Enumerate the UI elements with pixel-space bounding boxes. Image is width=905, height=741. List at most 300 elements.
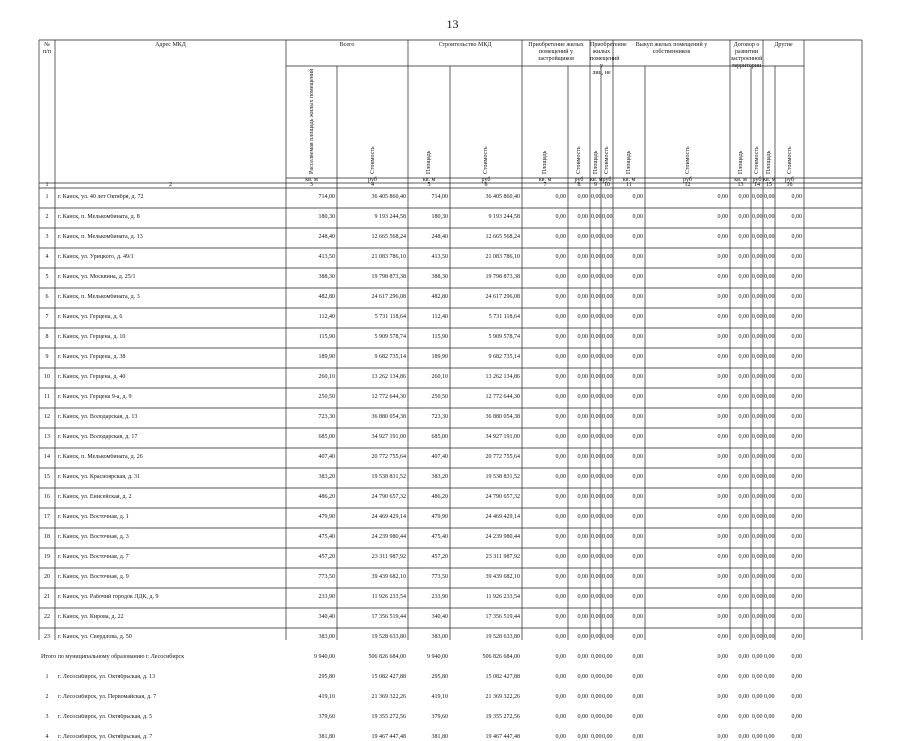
row-constr-cost: 36 880 054,38: [485, 414, 520, 420]
row-zero-value: 0,00: [738, 574, 749, 580]
column-number: 12: [684, 182, 691, 188]
row-zero-value: 0,00: [738, 294, 749, 300]
row-zero-value: 0,00: [577, 474, 588, 480]
row-cost: 21 083 786,10: [371, 254, 406, 260]
row-constr-cost: 19 528 633,80: [485, 634, 520, 640]
row-zero-value: 0,00: [791, 314, 802, 320]
row-zero-value: 0,00: [764, 374, 775, 380]
row-zero-value: 0,00: [738, 694, 749, 700]
row-zero-value: 0,00: [577, 334, 588, 340]
row-zero-value: 0,00: [752, 274, 763, 280]
row-constr-cost: 13 262 134,86: [485, 374, 520, 380]
row-cost: 24 469 429,14: [371, 514, 406, 520]
row-zero-value: 0,00: [577, 434, 588, 440]
row-zero-value: 0,00: [577, 694, 588, 700]
row-zero-value: 0,00: [632, 494, 643, 500]
column-number: 7: [543, 182, 547, 188]
row-zero-value: 0,00: [791, 534, 802, 540]
row-address: г. Канск, ул. Герцена 9-а, д. 9: [58, 394, 132, 400]
row-zero-value: 0,00: [791, 594, 802, 600]
row-address: г. Канск, п. Мелькомбината, д. 8: [58, 214, 140, 220]
row-address: г. Канск, ул. Володарская, д. 17: [58, 434, 138, 440]
row-address: г. Канск, ул. Кирова, д. 22: [58, 614, 124, 620]
row-zero-value: 0,00: [591, 414, 602, 420]
row-area: 407,40: [318, 454, 335, 460]
row-zero-value: 0,00: [632, 454, 643, 460]
row-number: 13: [44, 434, 50, 440]
row-zero-value: 0,00: [738, 214, 749, 220]
row-zero-value: 0,00: [602, 714, 613, 720]
row-zero-value: 0,00: [764, 234, 775, 240]
row-zero-value: 0,00: [764, 434, 775, 440]
row-number: 21: [44, 594, 50, 600]
row-zero-value: 0,00: [555, 594, 566, 600]
row-zero-value: 0,00: [591, 734, 602, 740]
row-zero-value: 0,00: [791, 234, 802, 240]
unit-label: руб: [752, 177, 762, 183]
row-cost: 24 790 657,32: [371, 494, 406, 500]
row-zero-value: 0,00: [752, 254, 763, 260]
row-cost: 36 405 860,40: [371, 194, 406, 200]
row-cost: 36 880 054,38: [371, 414, 406, 420]
row-zero-value: 0,00: [717, 374, 728, 380]
row-zero-value: 0,00: [632, 514, 643, 520]
row-zero-value: 0,00: [752, 714, 763, 720]
row-zero-value: 0,00: [791, 214, 802, 220]
total-label: Итого по муниципальному образованию г. Лесосибирск: [41, 654, 185, 660]
row-constr-area: 457,20: [431, 554, 448, 560]
row-zero-value: 0,00: [791, 634, 802, 640]
row-zero-value: 0,00: [602, 274, 613, 280]
row-zero-value: 0,00: [764, 454, 775, 460]
row-constr-cost: 19 467 447,48: [485, 734, 520, 740]
row-constr-cost: 11 926 233,54: [485, 594, 520, 600]
row-cost: 34 927 191,00: [371, 434, 406, 440]
row-area: 340,40: [318, 614, 335, 620]
row-zero-value: 0,00: [752, 594, 763, 600]
unit-label: руб: [481, 177, 491, 183]
row-zero-value: 0,00: [555, 214, 566, 220]
row-zero-value: 0,00: [555, 634, 566, 640]
row-zero-value: 0,00: [764, 254, 775, 260]
row-zero-value: 0,00: [632, 734, 643, 740]
row-zero-value: 0,00: [791, 614, 802, 620]
row-zero-value: 0,00: [717, 514, 728, 520]
row-zero-value: 0,00: [632, 674, 643, 680]
row-zero-value: 0,00: [591, 574, 602, 580]
row-zero-value: 0,00: [764, 654, 775, 660]
row-constr-area: 723,30: [431, 414, 448, 420]
column-number: 11: [626, 182, 632, 188]
row-cost: 15 082 427,88: [371, 674, 406, 680]
subheader-8: Стоимость: [604, 146, 610, 174]
row-constr-cost: 9 682 735,14: [488, 354, 520, 360]
row-zero-value: 0,00: [791, 514, 802, 520]
row-zero-value: 0,00: [632, 334, 643, 340]
row-address: г. Канск, п. Мелькомбината, д. 13: [58, 234, 143, 240]
row-zero-value: 0,00: [752, 374, 763, 380]
row-address: г. Канск, ул. Восточная, д. 1: [58, 514, 129, 520]
row-area: 482,80: [318, 294, 335, 300]
row-zero-value: 0,00: [764, 294, 775, 300]
row-zero-value: 0,00: [752, 534, 763, 540]
subheader-7: Площадь: [592, 150, 599, 174]
row-zero-value: 0,00: [555, 614, 566, 620]
row-number: 6: [45, 294, 49, 300]
unit-label: руб: [602, 177, 612, 183]
row-zero-value: 0,00: [602, 634, 613, 640]
subheader-13: Площадь: [766, 150, 772, 174]
row-zero-value: 0,00: [591, 474, 602, 480]
row-zero-value: 0,00: [791, 554, 802, 560]
row-area: 419,10: [318, 694, 335, 700]
row-address: г. Канск, ул. Герцена, д. 40: [58, 374, 126, 380]
row-zero-value: 0,00: [752, 354, 763, 360]
row-constr-area: 115,90: [431, 334, 448, 340]
row-zero-value: 0,00: [764, 674, 775, 680]
row-address: г. Лесосибирск, ул. Первомайская, д. 7: [58, 694, 157, 700]
row-zero-value: 0,00: [764, 514, 775, 520]
row-constr-area: 479,90: [431, 514, 448, 520]
row-zero-value: 0,00: [632, 474, 643, 480]
row-number: 23: [44, 634, 50, 640]
row-zero-value: 0,00: [717, 554, 728, 560]
row-zero-value: 0,00: [738, 534, 749, 540]
row-zero-value: 0,00: [791, 354, 802, 360]
row-zero-value: 0,00: [591, 374, 602, 380]
row-zero-value: 0,00: [555, 534, 566, 540]
row-number: 7: [45, 314, 49, 320]
row-zero-value: 0,00: [602, 594, 613, 600]
row-zero-value: 0,00: [602, 554, 613, 560]
row-zero-value: 0,00: [738, 594, 749, 600]
row-zero-value: 0,00: [577, 714, 588, 720]
row-zero-value: 0,00: [555, 274, 566, 280]
row-zero-value: 0,00: [764, 474, 775, 480]
row-zero-value: 0,00: [764, 414, 775, 420]
row-zero-value: 0,00: [591, 234, 602, 240]
row-zero-value: 0,00: [602, 454, 613, 460]
row-zero-value: 0,00: [602, 494, 613, 500]
row-number: 15: [44, 474, 50, 480]
row-zero-value: 0,00: [577, 654, 588, 660]
row-cost: 19 467 447,48: [371, 734, 406, 740]
row-area: 112,40: [318, 314, 335, 320]
column-number: 10: [604, 182, 610, 188]
row-zero-value: 0,00: [591, 334, 602, 340]
row-zero-value: 0,00: [791, 494, 802, 500]
subheader-14: Стоимость: [786, 146, 793, 174]
row-cost: 21 369 322,26: [371, 694, 406, 700]
row-area: 115,90: [318, 334, 335, 340]
row-zero-value: 0,00: [752, 454, 763, 460]
row-zero-value: 0,00: [555, 674, 566, 680]
row-address: г. Канск, ул. Москвина, д. 25/1: [58, 274, 136, 280]
row-zero-value: 0,00: [717, 254, 728, 260]
row-zero-value: 0,00: [738, 634, 749, 640]
row-zero-value: 0,00: [555, 514, 566, 520]
row-zero-value: 0,00: [632, 374, 643, 380]
row-number: 1: [45, 194, 49, 200]
row-number: 16: [44, 494, 50, 500]
row-zero-value: 0,00: [752, 494, 763, 500]
row-zero-value: 0,00: [717, 594, 728, 600]
row-cost: 19 355 272,56: [371, 714, 406, 720]
row-zero-value: 0,00: [738, 414, 749, 420]
row-cost: 23 311 987,92: [371, 554, 406, 560]
row-constr-cost: 12 665 568,24: [485, 234, 520, 240]
row-zero-value: 0,00: [717, 354, 728, 360]
row-number: 2: [45, 694, 49, 700]
row-constr-area: 407,40: [431, 454, 448, 460]
row-number: 2: [45, 214, 49, 220]
row-constr-area: 685,00: [431, 434, 448, 440]
row-zero-value: 0,00: [791, 414, 802, 420]
row-zero-value: 0,00: [738, 334, 749, 340]
row-zero-value: 0,00: [591, 294, 602, 300]
row-constr-area: 388,30: [431, 274, 448, 280]
row-cost: 11 926 233,54: [371, 594, 406, 600]
row-zero-value: 0,00: [555, 574, 566, 580]
row-zero-value: 0,00: [577, 414, 588, 420]
row-zero-value: 0,00: [577, 534, 588, 540]
row-zero-value: 0,00: [717, 734, 728, 740]
row-zero-value: 0,00: [632, 574, 643, 580]
row-zero-value: 0,00: [555, 354, 566, 360]
row-zero-value: 0,00: [752, 734, 763, 740]
row-zero-value: 0,00: [791, 574, 802, 580]
column-number: 15: [766, 182, 772, 188]
row-zero-value: 0,00: [752, 674, 763, 680]
total-area: 9 940,00: [314, 654, 335, 660]
row-number: 22: [44, 614, 50, 620]
row-cost: 5 909 578,74: [374, 334, 406, 340]
row-zero-value: 0,00: [717, 534, 728, 540]
row-zero-value: 0,00: [602, 314, 613, 320]
row-constr-area: 260,10: [431, 374, 448, 380]
row-address: г. Канск, ул. Рабочий городок ЛДК, д. 9: [58, 594, 159, 600]
row-number: 19: [44, 554, 50, 560]
row-number: 18: [44, 534, 50, 540]
row-zero-value: 0,00: [764, 394, 775, 400]
row-zero-value: 0,00: [632, 414, 643, 420]
row-zero-value: 0,00: [791, 294, 802, 300]
row-cost: 5 731 118,64: [374, 314, 406, 320]
col-header-acq-other: Приобретение жилых помещений у лиц, не: [590, 42, 627, 76]
row-zero-value: 0,00: [752, 434, 763, 440]
row-zero-value: 0,00: [764, 694, 775, 700]
row-address: г. Канск, ул. Герцена, д. 38: [58, 354, 126, 360]
row-zero-value: 0,00: [602, 194, 613, 200]
col-header-buyout: Выкуп жилых помещений у собственников: [635, 42, 708, 55]
row-zero-value: 0,00: [764, 494, 775, 500]
row-zero-value: 0,00: [738, 194, 749, 200]
row-zero-value: 0,00: [717, 194, 728, 200]
unit-label: кв. м: [763, 177, 776, 183]
row-address: г. Канск, ул. Красноярская, д. 31: [58, 474, 141, 480]
row-area: 475,40: [318, 534, 335, 540]
row-zero-value: 0,00: [764, 354, 775, 360]
row-number: 5: [45, 274, 49, 280]
row-zero-value: 0,00: [632, 314, 643, 320]
row-constr-area: 419,10: [431, 694, 448, 700]
row-zero-value: 0,00: [632, 294, 643, 300]
row-constr-cost: 19 538 831,52: [485, 474, 520, 480]
row-zero-value: 0,00: [632, 274, 643, 280]
row-constr-area: 475,40: [431, 534, 448, 540]
row-zero-value: 0,00: [764, 534, 775, 540]
row-constr-area: 413,50: [431, 254, 448, 260]
row-zero-value: 0,00: [738, 354, 749, 360]
row-number: 3: [45, 234, 49, 240]
row-zero-value: 0,00: [632, 534, 643, 540]
row-area: 260,10: [318, 374, 335, 380]
row-constr-area: 383,20: [431, 474, 448, 480]
row-zero-value: 0,00: [717, 334, 728, 340]
subheader-11: Площадь: [737, 150, 744, 174]
row-zero-value: 0,00: [752, 554, 763, 560]
row-zero-value: 0,00: [717, 214, 728, 220]
row-constr-cost: 24 790 657,32: [485, 494, 520, 500]
row-zero-value: 0,00: [591, 714, 602, 720]
row-zero-value: 0,00: [738, 714, 749, 720]
subheader-12: Стоимость: [754, 146, 760, 174]
row-zero-value: 0,00: [591, 594, 602, 600]
row-zero-value: 0,00: [555, 234, 566, 240]
row-zero-value: 0,00: [717, 394, 728, 400]
row-area: 383,20: [318, 474, 335, 480]
row-zero-value: 0,00: [577, 614, 588, 620]
column-number: 16: [786, 182, 793, 188]
row-area: 189,90: [318, 354, 335, 360]
row-zero-value: 0,00: [738, 734, 749, 740]
row-constr-area: 233,90: [431, 594, 448, 600]
row-zero-value: 0,00: [791, 374, 802, 380]
row-zero-value: 0,00: [764, 714, 775, 720]
row-zero-value: 0,00: [717, 274, 728, 280]
row-address: г. Канск, ул. Володарская, д. 13: [58, 414, 138, 420]
row-zero-value: 0,00: [602, 374, 613, 380]
row-zero-value: 0,00: [717, 674, 728, 680]
row-cost: 12 772 644,30: [371, 394, 406, 400]
col-header-address: Адрес МКД: [155, 42, 186, 48]
row-zero-value: 0,00: [632, 714, 643, 720]
row-zero-value: 0,00: [602, 734, 613, 740]
column-number: 5: [427, 182, 431, 188]
row-zero-value: 0,00: [555, 494, 566, 500]
row-zero-value: 0,00: [577, 554, 588, 560]
column-number: 13: [737, 182, 744, 188]
row-zero-value: 0,00: [791, 274, 802, 280]
row-constr-cost: 20 772 755,64: [485, 454, 520, 460]
row-zero-value: 0,00: [591, 554, 602, 560]
row-zero-value: 0,00: [791, 334, 802, 340]
row-zero-value: 0,00: [602, 694, 613, 700]
row-constr-area: 189,90: [431, 354, 448, 360]
row-constr-area: 248,40: [431, 234, 448, 240]
subheader-1: Расселяемая площадь жилых помещений: [308, 68, 315, 174]
column-number: 4: [371, 182, 374, 188]
row-zero-value: 0,00: [591, 694, 602, 700]
row-zero-value: 0,00: [738, 514, 749, 520]
row-zero-value: 0,00: [717, 494, 728, 500]
row-zero-value: 0,00: [577, 354, 588, 360]
row-area: 773,50: [318, 574, 335, 580]
row-constr-area: 112,40: [431, 314, 448, 320]
row-zero-value: 0,00: [591, 634, 602, 640]
row-zero-value: 0,00: [555, 654, 566, 660]
row-zero-value: 0,00: [577, 214, 588, 220]
row-zero-value: 0,00: [577, 674, 588, 680]
row-zero-value: 0,00: [764, 214, 775, 220]
row-zero-value: 0,00: [632, 234, 643, 240]
row-zero-value: 0,00: [791, 254, 802, 260]
row-zero-value: 0,00: [791, 474, 802, 480]
row-zero-value: 0,00: [591, 654, 602, 660]
row-address: г. Канск, ул. Енисейская, д. 2: [58, 494, 132, 500]
row-zero-value: 0,00: [738, 494, 749, 500]
row-zero-value: 0,00: [591, 514, 602, 520]
row-constr-area: 381,80: [431, 734, 448, 740]
row-number: 4: [45, 254, 49, 260]
col-header-total: Всего: [339, 42, 355, 48]
row-zero-value: 0,00: [602, 354, 613, 360]
row-zero-value: 0,00: [752, 394, 763, 400]
subheader-9: Площадь: [626, 150, 632, 174]
row-zero-value: 0,00: [591, 534, 602, 540]
row-zero-value: 0,00: [791, 654, 802, 660]
row-cost: 17 356 519,44: [371, 614, 406, 620]
row-zero-value: 0,00: [738, 274, 749, 280]
row-area: 413,50: [318, 254, 335, 260]
row-zero-value: 0,00: [752, 614, 763, 620]
row-zero-value: 0,00: [591, 354, 602, 360]
unit-label: кв. м: [422, 177, 436, 183]
row-constr-area: 250,50: [431, 394, 448, 400]
row-number: 14: [44, 454, 50, 460]
row-zero-value: 0,00: [591, 274, 602, 280]
column-number: 9: [594, 182, 597, 188]
unit-label: руб: [368, 177, 377, 183]
row-cost: 39 439 682,10: [371, 574, 406, 580]
total-cost: 506 826 684,00: [368, 654, 406, 660]
row-zero-value: 0,00: [717, 314, 728, 320]
row-address: г. Канск, п. Мелькомбината, д. 3: [58, 294, 140, 300]
row-cost: 19 528 633,80: [371, 634, 406, 640]
row-zero-value: 0,00: [602, 434, 613, 440]
row-area: 714,00: [318, 194, 335, 200]
row-zero-value: 0,00: [602, 674, 613, 680]
column-number: 3: [310, 182, 313, 188]
row-area: 685,00: [318, 434, 335, 440]
row-zero-value: 0,00: [577, 494, 588, 500]
row-zero-value: 0,00: [752, 514, 763, 520]
unit-label: руб: [574, 177, 584, 183]
row-constr-cost: 24 239 980,44: [485, 534, 520, 540]
row-zero-value: 0,00: [555, 714, 566, 720]
page-number: 13: [446, 17, 459, 31]
row-constr-cost: 19 798 873,38: [485, 274, 520, 280]
column-number: 14: [754, 182, 760, 188]
row-zero-value: 0,00: [602, 614, 613, 620]
row-address: г. Канск, ул. Восточная, д. 9: [58, 574, 129, 580]
row-zero-value: 0,00: [717, 234, 728, 240]
row-zero-value: 0,00: [555, 294, 566, 300]
row-zero-value: 0,00: [717, 634, 728, 640]
row-number: 4: [45, 734, 49, 740]
row-cost: 9 682 735,14: [374, 354, 406, 360]
row-constr-cost: 19 355 272,56: [485, 714, 520, 720]
